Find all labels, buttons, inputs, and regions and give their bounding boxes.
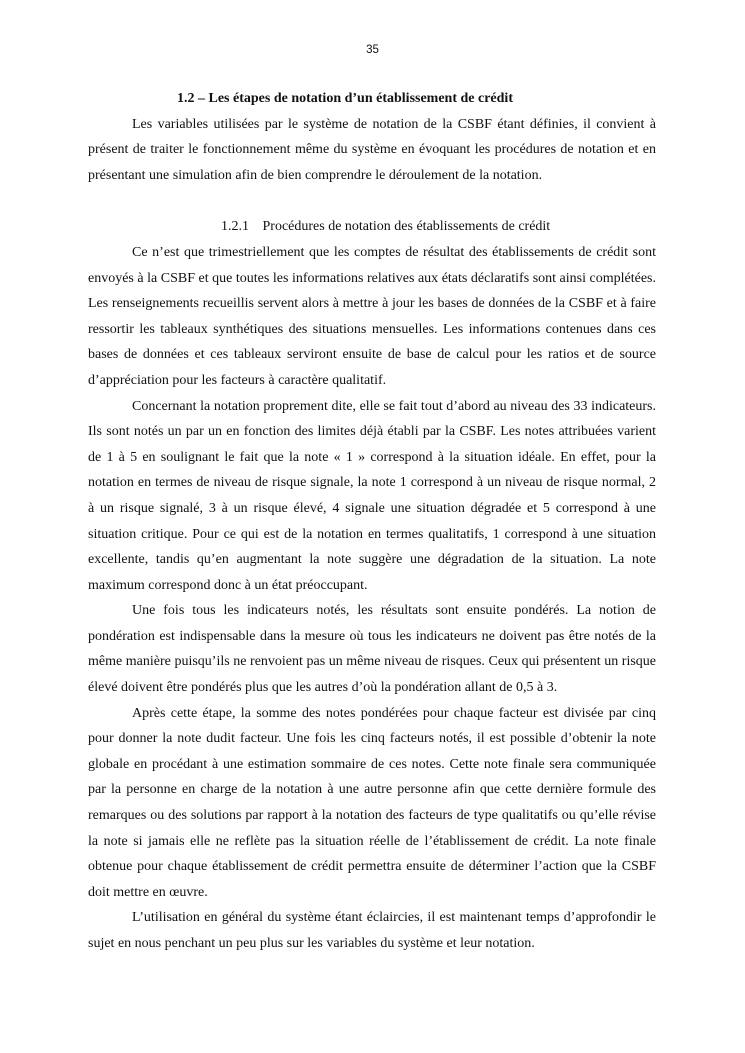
subsection-title: Procédures de notation des établissements de crédit	[262, 219, 551, 235]
body-paragraph: Concernant la notation proprement dite, elle se fait tout d’abord au niveau des 33 indicateurs. Ils sont notés un par un en fonction des limites déjà établi par la CSBF. Les notes attribuées varient de 1 à 5 en soulignant le fait que la note « 1 » correspond à la situation idéale. En effet, pour la notation en termes de niveau de risque signale, la note 1 correspond à un niveau de risque normal, 2 à un risque signalé, 3 à un risque élevé, 4 signale une situation dégradée et 5 correspond à une situation critique. Pour ce qui est de la notation en termes qualitatifs, 1 correspond à une situation excellente, tandis qu’en augmentant la note suggère une dégradation de la situation. La note maximum correspond donc à un état préoccupant.	[88, 398, 656, 593]
document-body	[88, 86, 656, 957]
body-paragraph: L’utilisation en général du système étant éclaircies, il est maintenant temps d’approfondir le sujet en nous penchant un peu plus sur les variables du système et leur notation.	[88, 910, 656, 951]
body-paragraph: Une fois tous les indicateurs notés, les résultats sont ensuite pondérés. La notion de pondération est indispensable dans la mesure où tous les indicateurs ne doivent pas être notés de la même manière puisqu’ils ne renvoient pas un même niveau de risques. Ceux qui présentent un risque élevé doivent être pondérés plus que les autres d’où la pondération allant de 0,5 à 3.	[88, 603, 656, 696]
subsection-number: 1.2.1	[221, 219, 249, 235]
body-paragraph: Ce n’est que trimestriellement que les comptes de résultat des établissements de crédit sont envoyés à la CSBF et que toutes les informations relatives aux états déclaratifs sont ainsi complétées. Les renseignements recueillis servent alors à mettre à jour les bases de données de la CSBF et à faire ressortir les tableaux synthétiques des situations mensuelles. Les informations contenues dans ces bases de données et ces tableaux serviront ensuite de base de calcul pour les ratios et de source d’appréciation pour les facteurs à caractère qualitatif.	[88, 244, 656, 388]
page-number: 35	[366, 44, 379, 56]
body-paragraph: Après cette étape, la somme des notes pondérées pour chaque facteur est divisée par cinq pour donner la note dudit facteur. Une fois les cinq facteurs notés, il est possible d’obtenir la note globale en procédant à une estimation sommaire de ces notes. Cette note finale sera communiquée par la personne en charge de la notation à une autre personne afin que cette dernière formule des remarques ou des solutions par rapport à la notation des facteurs de type qualitatifs ou qu’elle révise la note si jamais elle ne reflète pas la situation réelle de l’établissement de crédit. La note finale obtenue pour chaque établissement de crédit permettra ensuite de déterminer l’action que la CSBF doit mettre en œuvre.	[88, 705, 656, 900]
section-heading: 1.2 – Les étapes de notation d’un établissement de crédit	[177, 91, 513, 106]
paragraph-spacer	[88, 188, 656, 214]
subsection-heading	[221, 214, 656, 240]
intro-paragraph: Les variables utilisées par le système de notation de la CSBF étant définies, il convient à présent de traiter le fonctionnement même du système en évoquant les procédures de notation et en présentant une simulation afin de bien comprendre le déroulement de la notation.	[88, 116, 656, 183]
